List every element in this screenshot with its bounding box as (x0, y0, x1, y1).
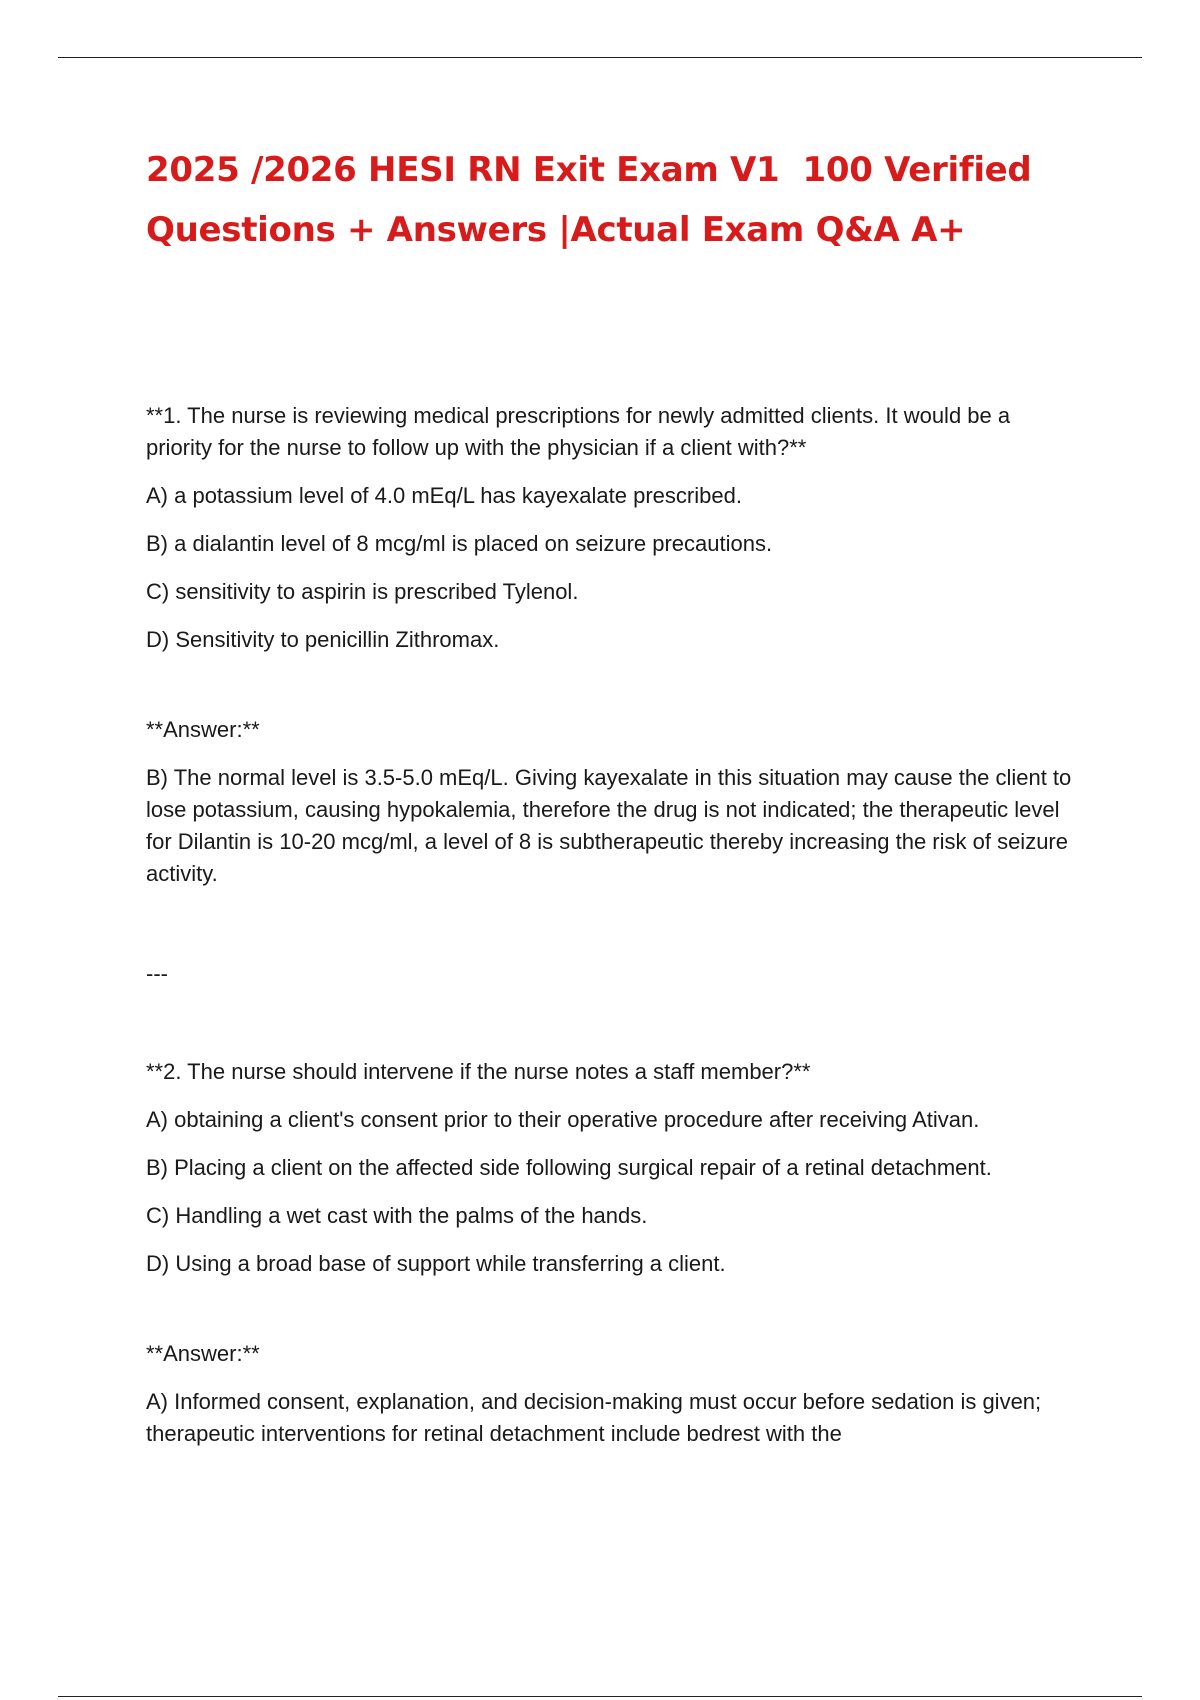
document-title (146, 140, 1076, 260)
option-c: C) sensitivity to aspirin is prescribed Tylenol. (146, 579, 579, 604)
option-a: A) a potassium level of 4.0 mEq/L has kayexalate prescribed. (146, 483, 742, 508)
option-c: C) Handling a wet cast with the palms of the hands. (146, 1203, 648, 1228)
option-b: B) a dialantin level of 8 mcg/ml is placed on seizure precautions. (146, 531, 773, 556)
answer-label: **Answer:** (146, 717, 260, 742)
answer-text: B) The normal level is 3.5-5.0 mEq/L. Giving kayexalate in this situation may cause the client to lose potassium, causing hypokalemia, therefore the drug is not indicated; the therapeutic level for Dilantin is 10-20 mcg/ml, a level of 8 is subtherapeutic thereby increasing the risk of seizure activity. (146, 765, 1072, 886)
question-text: **2. The nurse should intervene if the nurse notes a staff member?** (146, 1059, 811, 1084)
question-text: **1. The nurse is reviewing medical prescriptions for newly admitted clients. It would be a priority for the nurse to follow up with the physician if a client with?** (146, 403, 1011, 460)
section-divider: --- (146, 961, 168, 986)
question-2 (146, 1056, 1076, 1450)
option-a: A) obtaining a client's consent prior to their operative procedure after receiving Ativan. (146, 1107, 980, 1132)
answer-text: A) Informed consent, explanation, and decision-making must occur before sedation is given; therapeutic interventions for retinal detachment include bedrest with the (146, 1389, 1042, 1446)
option-d: D) Using a broad base of support while transferring a client. (146, 1251, 726, 1276)
answer-label: **Answer:** (146, 1341, 260, 1366)
title-line-1: 2025 /2026 HESI RN Exit Exam V1 100 Verified (146, 150, 1032, 190)
top-rule (58, 57, 1142, 58)
option-b: B) Placing a client on the affected side following surgical repair of a retinal detachment. (146, 1155, 992, 1180)
document-body (146, 140, 1076, 1450)
question-1 (146, 400, 1076, 890)
bottom-rule (58, 1696, 1142, 1697)
option-d: D) Sensitivity to penicillin Zithromax. (146, 627, 500, 652)
title-line-2: Questions + Answers |Actual Exam Q&A A+ (146, 210, 966, 250)
